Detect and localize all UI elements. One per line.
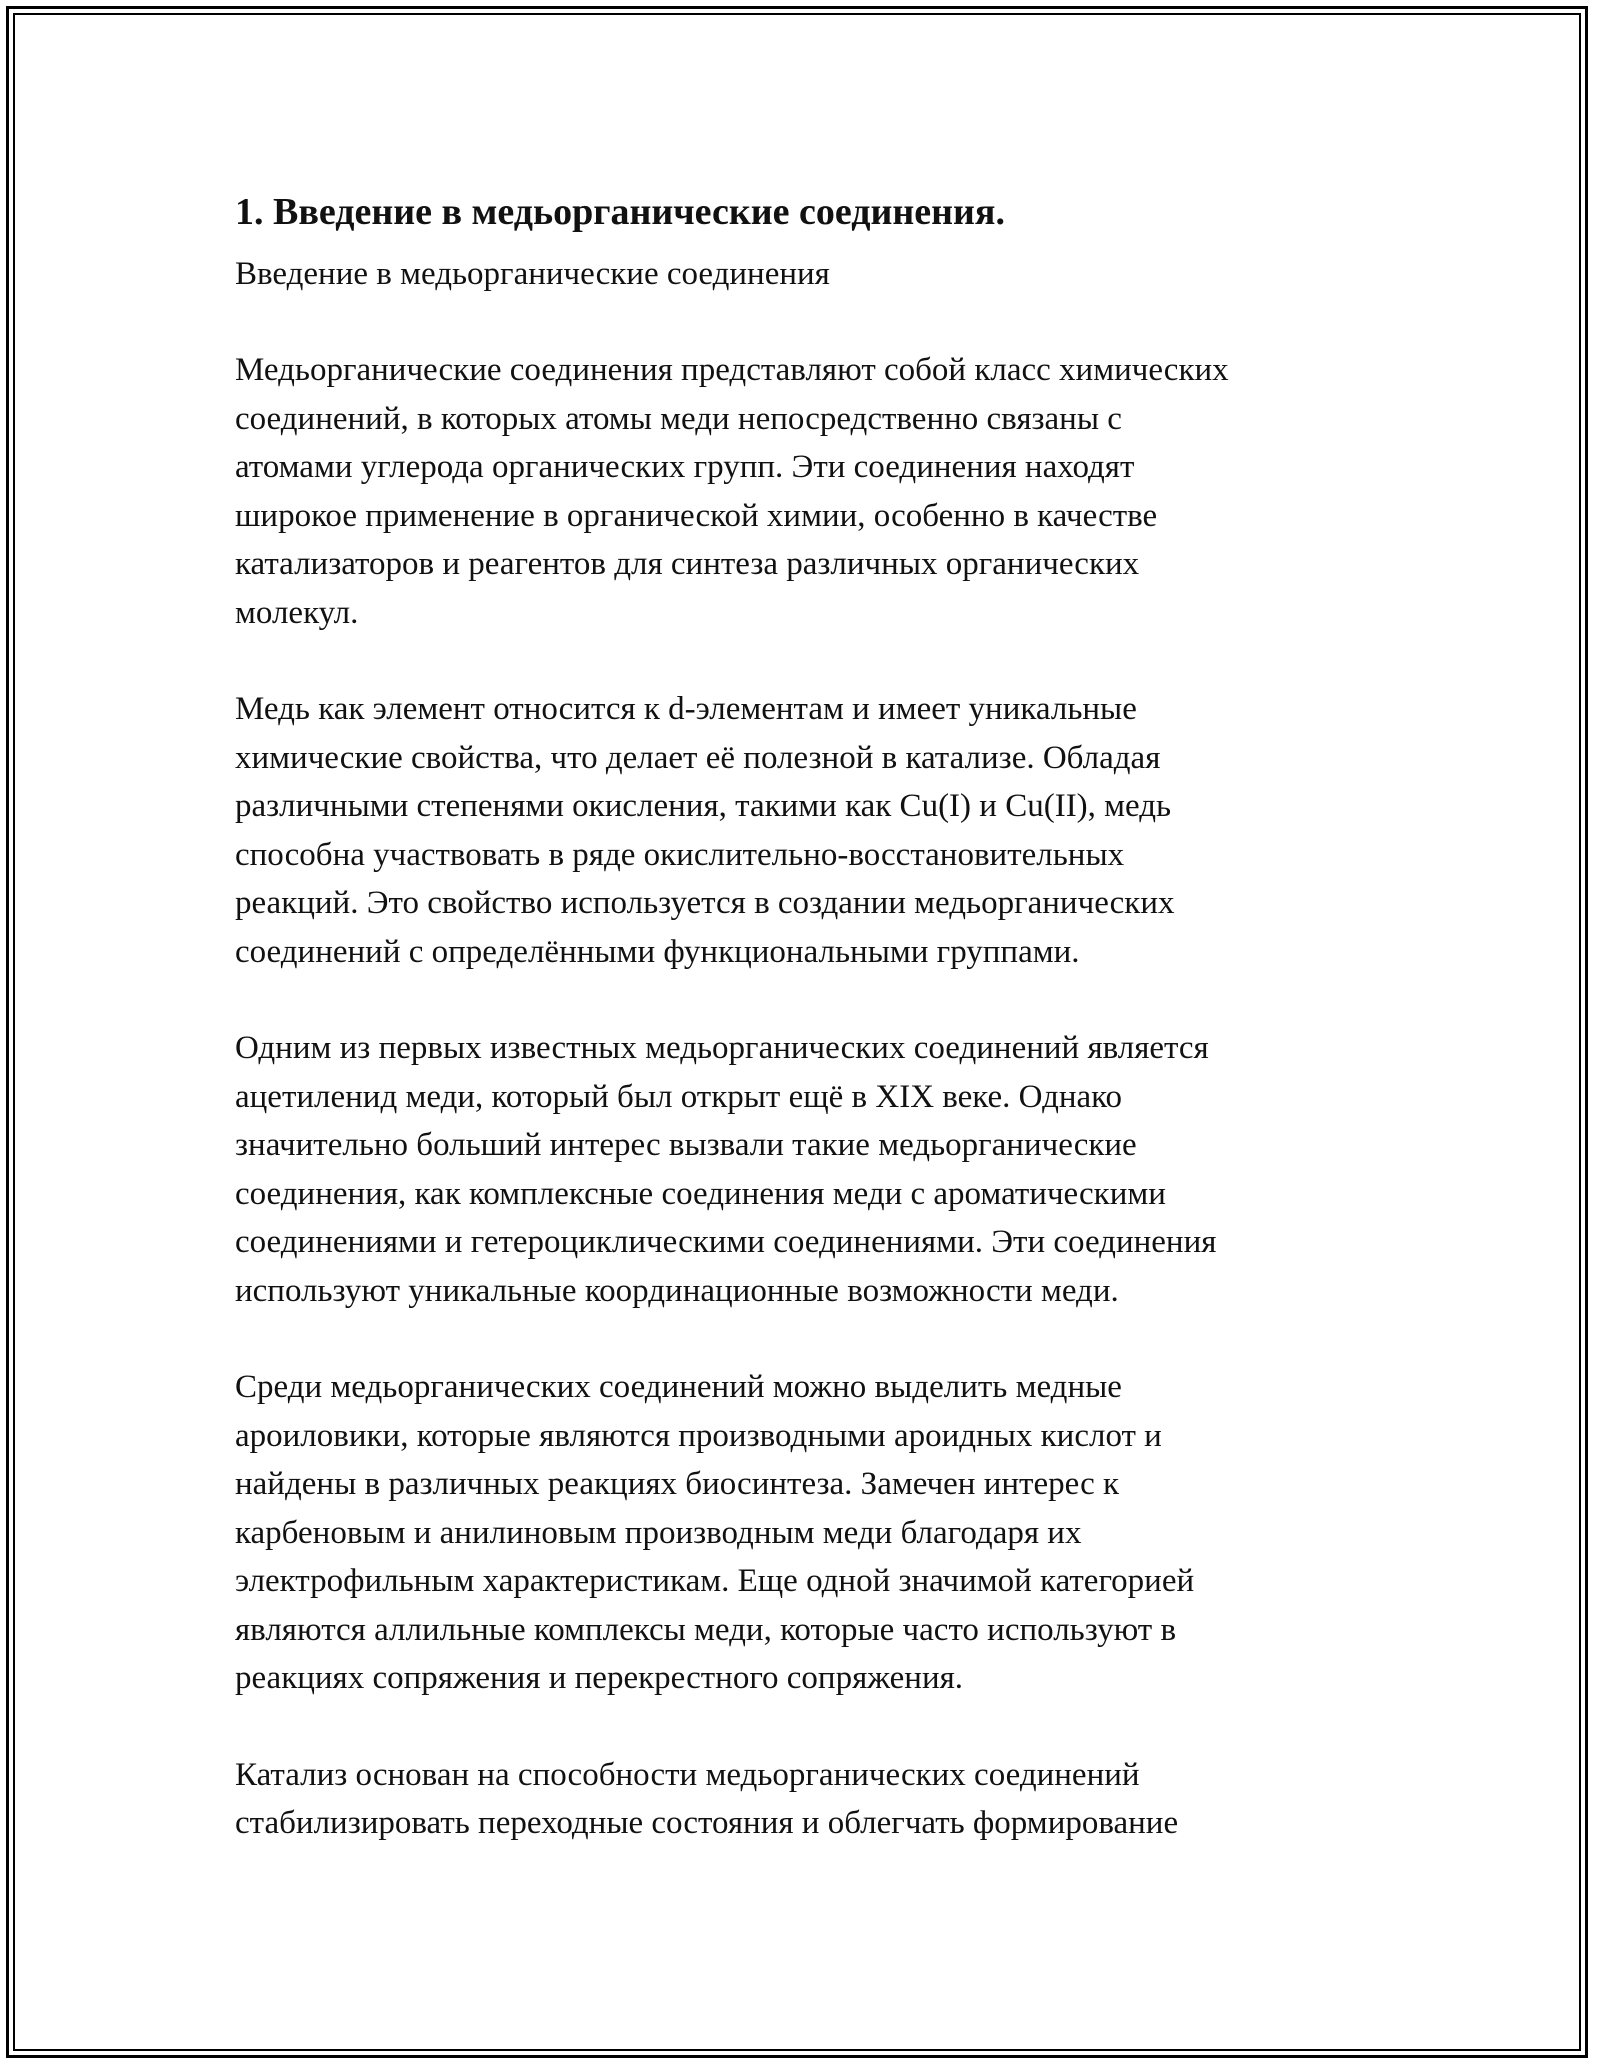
text-line: найдены в различных реакциях биосинтеза. Замечен интерес к [235, 1466, 1120, 1502]
text-line: значительно больший интерес вызвали такие медьорганические [235, 1127, 1137, 1163]
paragraph [235, 346, 1365, 637]
text-line: соединений с определёнными функциональными группами. [235, 933, 1080, 970]
text-line: широкое применение в органической химии, особенно в качестве [235, 497, 1158, 534]
paragraph [235, 1363, 1365, 1703]
text-line: способна участвовать в ряде окислительно-восстановительных [235, 836, 1125, 873]
text-line: Медьорганические соединения представляют собой класс химических [235, 352, 1229, 388]
text-line: электрофильным характеристикам. Еще одной значимой категорией [235, 1563, 1195, 1599]
text-line: Катализ основан на способности медьорганических соединений [235, 1756, 1140, 1793]
text-line: соединений, в которых атомы меди непосредственно связаны с [235, 400, 1122, 437]
paragraph [235, 1751, 1365, 1848]
text-line: ацетиленид меди, который был открыт ещё в XIX веке. Однако [235, 1078, 1123, 1115]
section-heading: 1. Введение в медьорганические соединения. [235, 191, 1005, 233]
text-line: соединениями и гетероциклическими соединениями. Эти соединения [235, 1224, 1217, 1260]
document-body [235, 186, 1365, 1896]
text-line: Медь как элемент относится к d-элементам и имеет уникальные [235, 691, 1137, 727]
text-line: атомами углерода органических групп. Эти соединения находят [235, 449, 1135, 485]
text-line: различными степенями окисления, такими как Cu(I) и Cu(II), медь [235, 788, 1172, 824]
text-line: химические свойства, что делает её полезной в катализе. Обладая [235, 739, 1161, 776]
text-line: реакций. Это свойство используется в создании медьорганических [235, 885, 1175, 921]
text-line: стабилизировать переходные состояния и облегчать формирование [235, 1805, 1179, 1841]
paragraph [235, 685, 1365, 976]
text-line: молекул. [235, 594, 359, 631]
text-line: ароиловики, которые являются производными ароидных кислот и [235, 1417, 1162, 1454]
section-subtitle: Введение в медьорганические соединения [235, 256, 830, 292]
text-line: являются аллильные комплексы меди, которые часто используют в [235, 1611, 1177, 1648]
text-line: карбеновым и анилиновым производным меди благодаря их [235, 1514, 1082, 1551]
paragraph [235, 1024, 1365, 1315]
text-line: катализаторов и реагентов для синтеза различных органических [235, 546, 1140, 582]
text-line: реакциях сопряжения и перекрестного сопряжения. [235, 1660, 964, 1696]
text-line: Одним из первых известных медьорганических соединений является [235, 1030, 1209, 1066]
text-line: Среди медьорганических соединений можно выделить медные [235, 1369, 1122, 1405]
text-line: соединения, как комплексные соединения меди с ароматическими [235, 1175, 1166, 1212]
text-line: используют уникальные координационные возможности меди. [235, 1272, 1119, 1309]
